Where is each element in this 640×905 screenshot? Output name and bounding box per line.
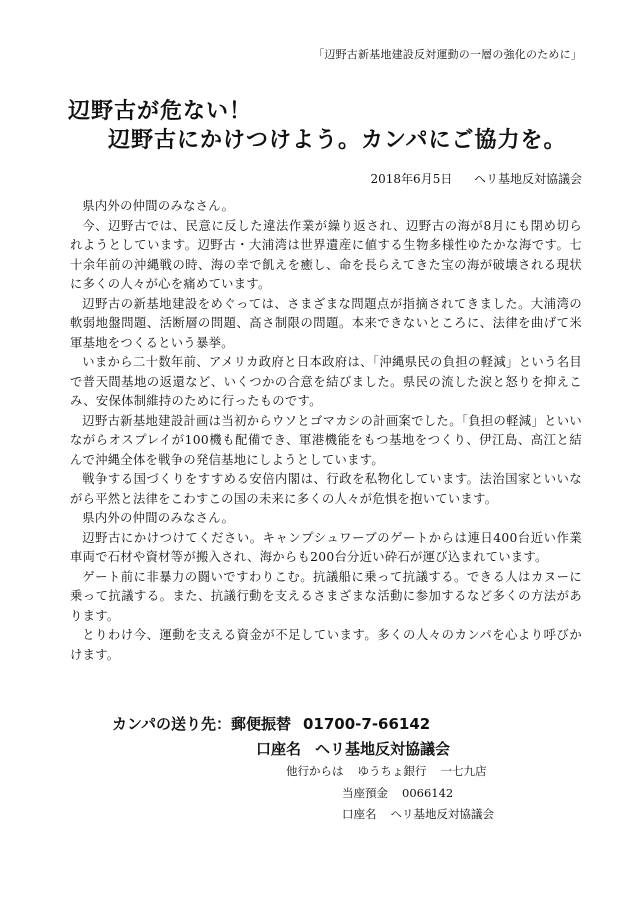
- branch-name: 一七九店: [440, 764, 487, 778]
- paragraph: ゲート前に非暴力の闘いですわりこむ。抗議船に乗って抗議する。できる人はカヌーに乗って抗議する。また、抗議行動を支えるさまざまな活動に参加するなど多くの方法があります。: [70, 569, 582, 623]
- paragraph: 辺野古にかけつけてください。キャンプシュワーブのゲートからは連日400台近い作業車両で石材や資材等が搬入され、海からも200台分近い砕石が運び込まれています。: [70, 530, 582, 564]
- paragraph: とりわけ今、運動を支える資金が不足しています。多くの人々のカンパを心より呼びかけます。: [70, 628, 582, 662]
- deposit-number: 0066142: [402, 786, 454, 800]
- paragraph: いまから二十数年前、アメリカ政府と日本政府は、「沖縄県民の負担の軽減」という名目で普天間基地の返還など、いくつかの合意を結びました。県民の流した涙と怒りを抑えこみ、安保体制維持のために行ったものです。: [70, 355, 582, 408]
- from-other-banks-label: 他行からは: [286, 764, 344, 778]
- account-line: [256, 738, 464, 759]
- account-label: 口座名: [256, 740, 302, 758]
- donation-line: [112, 713, 442, 734]
- account-name: ヘリ基地反対協議会: [315, 740, 451, 758]
- bank-account-name: ヘリ基地反対協議会: [390, 807, 494, 821]
- donation-label: カンパの送り先：: [112, 715, 231, 733]
- organization: ヘリ基地反対協議会: [473, 172, 582, 186]
- bank-line-3: [342, 806, 508, 822]
- header-note: 「辺野古新基地建設反対運動の一層の強化のために」: [313, 48, 582, 61]
- body-text: [70, 197, 582, 665]
- bank-line-1: [286, 763, 501, 779]
- dateline: [371, 170, 582, 187]
- deposit-type: 当座預金: [342, 786, 388, 800]
- bank-name: ゆうちょ銀行: [357, 764, 427, 778]
- paragraph: 県内外の仲間のみなさん。: [82, 511, 235, 525]
- bank-account-label: 口座名: [342, 807, 377, 821]
- paragraph: 県内外の仲間のみなさん。: [82, 199, 235, 213]
- title-line-1: 辺野古が危ない！: [68, 99, 253, 124]
- paragraph: 戦争する国づくりをすすめる安倍内閣は、行政を私物化しています。法治国家といいながら平然と法律をこわすこの国の未来に多くの人々が危惧を抱いています。: [70, 472, 582, 506]
- bank-line-2: [342, 785, 467, 801]
- paragraph: 辺野古の新基地建設をめぐっては、さまざまな問題点が指摘されてきました。大浦湾の軟弱地盤問題、活断層の問題、高さ制限の問題。本来できないところに、法律を曲げて米軍基地をつくるという暴挙。: [70, 296, 582, 350]
- postal-transfer-number: 01700-7-66142: [302, 715, 431, 733]
- title-line-2: 辺野古にかけつけよう。カンパにご協力を。: [108, 128, 567, 153]
- paragraph: 辺野古新基地建設計画は当初からウソとゴマカシの計画案でした。「負担の軽減」といいながらオスプレイが100機も配備でき、軍港機能をもつ基地をつくり、伊江島、高江と結んで沖縄全体を戦争の発信基地にしようとしています。: [70, 413, 582, 467]
- paragraph: 今、辺野古では、民意に反した違法作業が繰り返され、辺野古の海が8月にも閉め切られようとしています。辺野古・大浦湾は世界遺産に値する生物多様性ゆたかな海です。七十余年前の沖縄戦の時、海の幸で飢えを癒し、命を長らえてきた宝の海が破壊される現状に多くの人々が心を痛めています。: [70, 218, 582, 291]
- date: 2018年6月5日: [370, 172, 453, 186]
- donation-method: 郵便振替: [230, 715, 291, 733]
